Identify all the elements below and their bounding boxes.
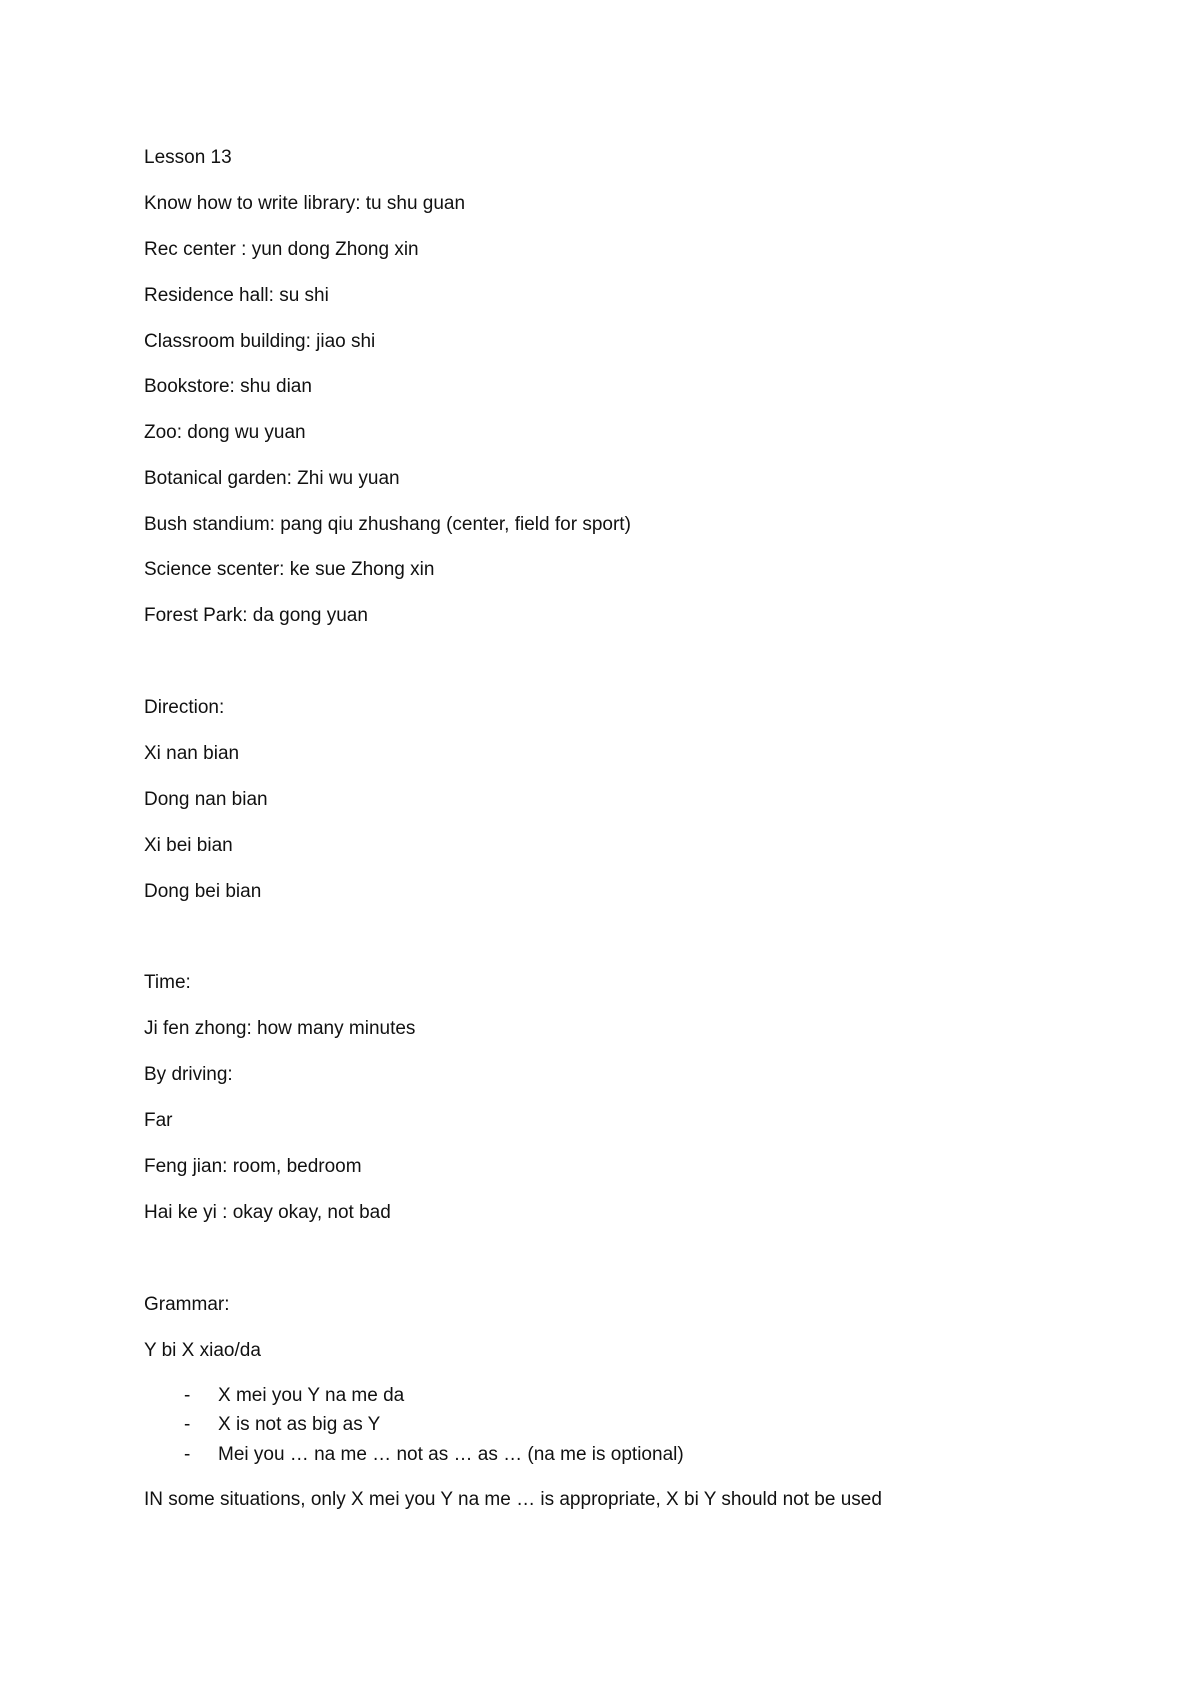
time-heading: Time: <box>144 972 191 993</box>
grammar-note: IN some situations, only X mei you Y na me … is appropriate, X bi Y should not be used <box>144 1489 882 1510</box>
vocab-line: Rec center : yun dong Zhong xin <box>144 239 419 260</box>
lesson-title: Lesson 13 <box>144 147 232 168</box>
direction-line: Xi nan bian <box>144 743 240 764</box>
grammar-bullet: X mei you Y na me da <box>218 1385 405 1406</box>
time-line: Hai ke yi : okay okay, not bad <box>144 1202 391 1223</box>
vocab-line: Bush standium: pang qiu zhushang (center, field for sport) <box>144 514 631 535</box>
bullet-marker: - <box>184 1444 191 1465</box>
time-line: Far <box>144 1110 173 1131</box>
direction-line: Xi bei bian <box>144 835 233 856</box>
direction-line: Dong bei bian <box>144 881 262 902</box>
vocab-line: Zoo: dong wu yuan <box>144 422 306 443</box>
bullet-marker: - <box>184 1414 191 1435</box>
vocab-line: Classroom building: jiao shi <box>144 331 376 352</box>
vocab-line: Know how to write library: tu shu guan <box>144 193 466 214</box>
grammar-bullet: X is not as big as Y <box>218 1414 381 1435</box>
time-line: Ji fen zhong: how many minutes <box>144 1018 416 1039</box>
grammar-heading: Grammar: <box>144 1294 230 1315</box>
vocab-line: Bookstore: shu dian <box>144 376 312 397</box>
vocab-line: Residence hall: su shi <box>144 285 329 306</box>
vocab-line: Botanical garden: Zhi wu yuan <box>144 468 400 489</box>
vocab-line: Forest Park: da gong yuan <box>144 605 368 626</box>
time-line: By driving: <box>144 1064 233 1085</box>
grammar-bullet: Mei you … na me … not as … as … (na me is optional) <box>218 1444 684 1465</box>
time-line: Feng jian: room, bedroom <box>144 1156 362 1177</box>
bullet-marker: - <box>184 1385 191 1406</box>
vocab-line: Science scenter: ke sue Zhong xin <box>144 559 435 580</box>
direction-line: Dong nan bian <box>144 789 268 810</box>
grammar-pattern: Y bi X xiao/da <box>144 1340 261 1361</box>
direction-heading: Direction: <box>144 697 225 718</box>
